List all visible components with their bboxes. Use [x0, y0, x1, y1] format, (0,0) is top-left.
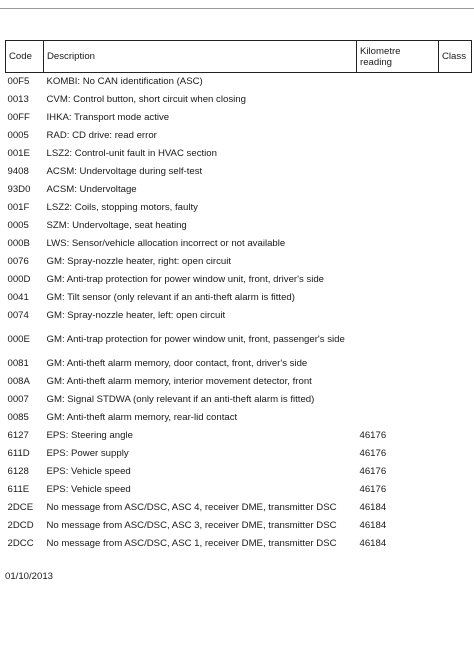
class-cell — [439, 127, 472, 145]
description-cell: No message from ASC/DSC, ASC 3, receiver DME, transmitter DSC — [46, 520, 337, 532]
description-cell: GM: Anti-theft alarm memory, rear-lid contact — [46, 412, 238, 424]
class-cell — [439, 499, 472, 517]
code-cell: 0074 — [7, 310, 29, 322]
description-cell: IHKA: Transport mode active — [46, 112, 170, 124]
kilometre-cell — [357, 217, 439, 235]
header-code: Code — [6, 41, 44, 73]
class-cell — [439, 145, 472, 163]
table-row — [6, 199, 472, 217]
header-kilometre-reading: Kilometre reading — [357, 41, 439, 73]
description-cell: KOMBI: No CAN identification (ASC) — [46, 76, 203, 88]
code-cell: 0007 — [7, 394, 29, 406]
fault-code-table — [5, 40, 472, 553]
class-cell — [439, 391, 472, 409]
code-cell: 000B — [7, 238, 30, 250]
kilometre-cell — [357, 199, 439, 217]
code-cell: 611E — [7, 484, 30, 496]
kilometre-cell: 46176 — [359, 484, 387, 496]
table-row — [6, 307, 472, 325]
code-cell: 00F5 — [7, 76, 30, 88]
description-cell: GM: Anti-trap protection for power window unit, front, passenger's side — [46, 334, 345, 346]
kilometre-cell — [357, 109, 439, 127]
kilometre-cell — [357, 391, 439, 409]
description-cell: GM: Anti-trap protection for power window unit, front, driver's side — [46, 274, 325, 286]
code-cell: 0041 — [7, 292, 29, 304]
description-cell: GM: Anti-theft alarm memory, door contact, front, driver's side — [46, 358, 308, 370]
kilometre-cell — [357, 181, 439, 199]
kilometre-cell — [357, 373, 439, 391]
class-cell — [439, 481, 472, 499]
kilometre-cell: 46176 — [359, 466, 387, 478]
kilometre-cell — [357, 235, 439, 253]
kilometre-cell — [357, 253, 439, 271]
table-row — [6, 499, 472, 517]
description-cell: GM: Tilt sensor (only relevant if an anti-theft alarm is fitted) — [46, 292, 295, 304]
kilometre-cell — [357, 163, 439, 181]
table-row — [6, 481, 472, 499]
code-cell: 008A — [7, 376, 30, 388]
table-row — [6, 181, 472, 199]
class-cell — [439, 91, 472, 109]
class-cell — [439, 181, 472, 199]
kilometre-cell — [357, 355, 439, 373]
description-cell: ACSM: Undervoltage — [46, 184, 137, 196]
table-row — [6, 463, 472, 481]
code-cell: 611D — [7, 448, 30, 460]
description-cell: No message from ASC/DSC, ASC 1, receiver DME, transmitter DSC — [46, 538, 337, 550]
table-header-row — [6, 41, 472, 73]
table-row — [6, 73, 472, 92]
class-cell — [439, 463, 472, 481]
kilometre-cell — [357, 145, 439, 163]
description-cell: RAD: CD drive: read error — [46, 130, 157, 142]
kilometre-cell — [357, 73, 439, 92]
table-row — [6, 217, 472, 235]
class-cell — [439, 307, 472, 325]
code-cell: 6127 — [7, 430, 29, 442]
code-cell: 2DCD — [7, 520, 34, 532]
kilometre-cell — [357, 325, 439, 355]
kilometre-cell — [357, 271, 439, 289]
kilometre-cell — [357, 127, 439, 145]
table-row — [6, 271, 472, 289]
table-row — [6, 535, 472, 553]
kilometre-cell — [357, 409, 439, 427]
header-description: Description — [44, 41, 357, 73]
table-row — [6, 253, 472, 271]
code-cell: 001E — [7, 148, 30, 160]
description-cell: GM: Spray-nozzle heater, right: open circuit — [46, 256, 231, 268]
class-cell — [439, 355, 472, 373]
description-cell: GM: Signal STDWA (only relevant if an anti-theft alarm is fitted) — [46, 394, 315, 406]
class-cell — [439, 535, 472, 553]
description-cell: ACSM: Undervoltage during self-test — [46, 166, 203, 178]
kilometre-cell: 46176 — [359, 430, 387, 442]
class-cell — [439, 409, 472, 427]
class-cell — [439, 199, 472, 217]
class-cell — [439, 73, 472, 92]
class-cell — [439, 235, 472, 253]
description-cell: GM: Spray-nozzle heater, left: open circuit — [46, 310, 226, 322]
kilometre-cell: 46184 — [359, 520, 387, 532]
class-cell — [439, 517, 472, 535]
class-cell — [439, 109, 472, 127]
description-cell: LWS: Sensor/vehicle allocation incorrect or not available — [46, 238, 286, 250]
description-cell: LSZ2: Coils, stopping motors, faulty — [46, 202, 198, 214]
table-row — [6, 517, 472, 535]
table-row — [6, 109, 472, 127]
class-cell — [439, 325, 472, 355]
code-cell: 0013 — [7, 94, 29, 106]
table-row — [6, 127, 472, 145]
code-cell: 001F — [7, 202, 30, 214]
kilometre-cell: 46184 — [359, 502, 387, 514]
header-class: Class — [439, 41, 472, 73]
code-cell: 0005 — [7, 220, 29, 232]
top-rule — [0, 8, 474, 9]
table-body — [6, 73, 472, 554]
description-cell: SZM: Undervoltage, seat heating — [46, 220, 187, 232]
table-row — [6, 409, 472, 427]
kilometre-cell — [357, 91, 439, 109]
class-cell — [439, 445, 472, 463]
code-cell: 0005 — [7, 130, 29, 142]
table-row — [6, 373, 472, 391]
description-cell: No message from ASC/DSC, ASC 4, receiver DME, transmitter DSC — [46, 502, 337, 514]
code-cell: 0085 — [7, 412, 29, 424]
class-cell — [439, 271, 472, 289]
table-row — [6, 91, 472, 109]
description-cell: GM: Anti-theft alarm memory, interior movement detector, front — [46, 376, 312, 388]
code-cell: 000E — [7, 334, 30, 346]
description-cell: CVM: Control button, short circuit when closing — [46, 94, 246, 106]
description-cell: EPS: Steering angle — [46, 430, 133, 442]
code-cell: 2DCE — [7, 502, 34, 514]
code-cell: 00FF — [7, 112, 30, 124]
class-cell — [439, 373, 472, 391]
description-cell: EPS: Vehicle speed — [46, 484, 131, 496]
code-cell: 000D — [7, 274, 31, 286]
code-cell: 0076 — [7, 256, 29, 268]
kilometre-cell: 46176 — [359, 448, 387, 460]
description-cell: EPS: Power supply — [46, 448, 129, 460]
table-row — [6, 427, 472, 445]
code-cell: 2DCC — [7, 538, 34, 550]
class-cell — [439, 217, 472, 235]
code-cell: 6128 — [7, 466, 29, 478]
table-row — [6, 235, 472, 253]
description-cell: EPS: Vehicle speed — [46, 466, 131, 478]
class-cell — [439, 253, 472, 271]
code-cell: 0081 — [7, 358, 29, 370]
table-row — [6, 145, 472, 163]
table-row — [6, 355, 472, 373]
table-row — [6, 391, 472, 409]
code-cell: 9408 — [7, 166, 29, 178]
description-cell: LSZ2: Control-unit fault in HVAC section — [46, 148, 217, 160]
class-cell — [439, 289, 472, 307]
table-row — [6, 289, 472, 307]
kilometre-cell — [357, 289, 439, 307]
table-row — [6, 445, 472, 463]
code-cell: 93D0 — [7, 184, 31, 196]
class-cell — [439, 427, 472, 445]
table-row — [6, 325, 472, 355]
kilometre-cell: 46184 — [359, 538, 387, 550]
report-date: 01/10/2013 — [5, 571, 54, 582]
table-row — [6, 163, 472, 181]
kilometre-cell — [357, 307, 439, 325]
class-cell — [439, 163, 472, 181]
